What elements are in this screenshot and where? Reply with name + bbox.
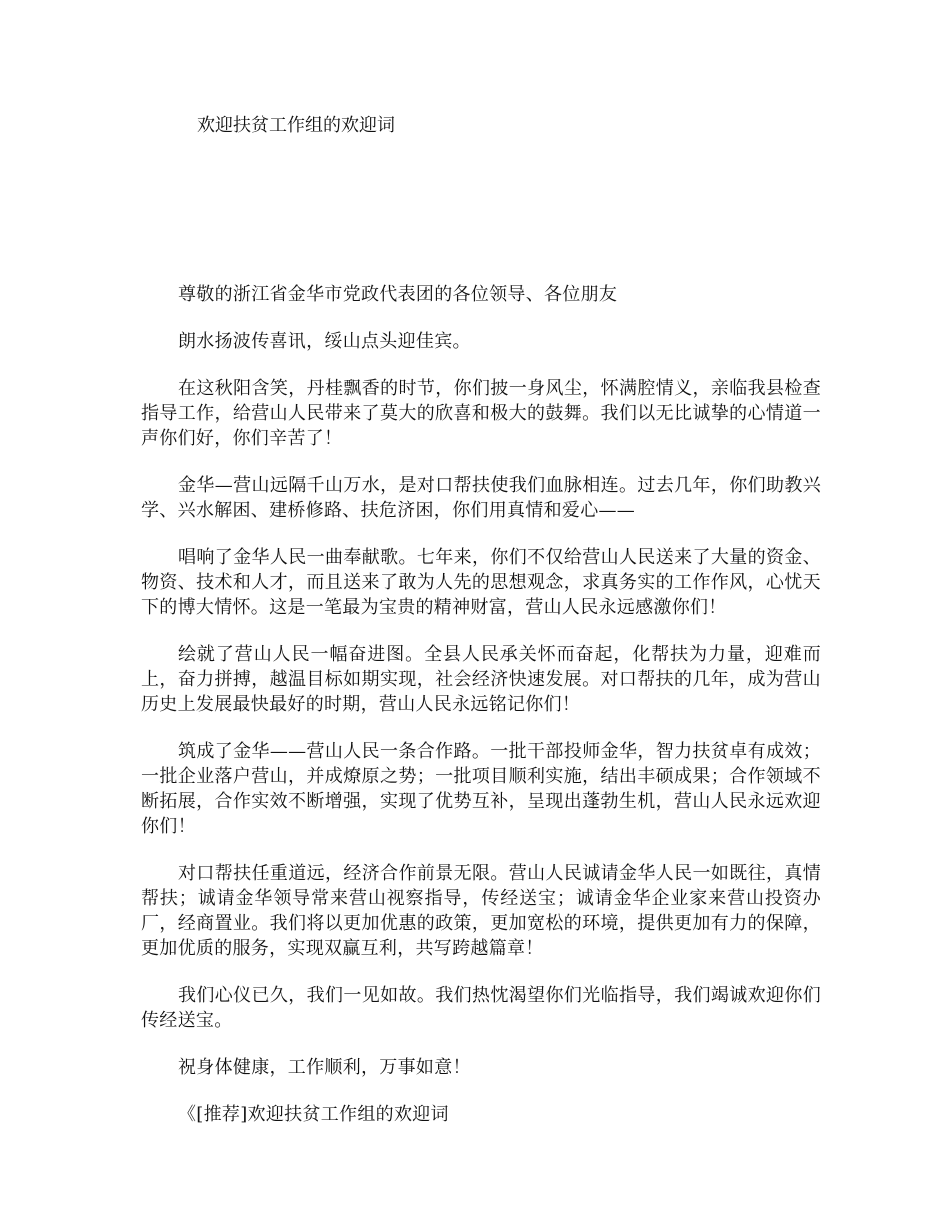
body-paragraph: 对口帮扶任重道远，经济合作前景无限。营山人民诚请金华人民一如既往，真情帮扶；诚请金华领导常来营山视察指导，传经送宝；诚请金华企业家来营山投资办厂，经商置业。我们将以更加优惠的政策，更加宽松的环境，提供更加有力的保障，更加优质的服务，实现双赢互利，共写跨越篇章！ (141, 863, 821, 959)
body-paragraph: 在这秋阳含笑，丹桂飘香的时节，你们披一身风尘，怀满腔情义，亲临我县检查指导工作，给营山人民带来了莫大的欣喜和极大的鼓舞。我们以无比诚挚的心情道一声你们好，你们辛苦了！ (141, 378, 821, 449)
body-paragraph: 唱响了金华人民一曲奉献歌。七年来，你们不仅给营山人民送来了大量的资金、物资、技术和人才，而且送来了敢为人先的思想观念，求真务实的工作作风，心忧天下的博大情怀。这是一笔最为宝贵的精神财富，营山人民永远感激你们！ (141, 547, 821, 618)
body-paragraph: 金华—营山远隔千山万水，是对口帮扶使我们血脉相连。过去几年，你们助教兴学、兴水解困、建桥修路、扶危济困，你们用真情和爱心—— (141, 475, 821, 521)
body-paragraph: 绘就了营山人民一幅奋进图。全县人民承关怀而奋起，化帮扶为力量，迎难而上，奋力拼搏，越温目标如期实现，社会经济快速发展。对口帮扶的几年，成为营山历史上发展最快最好的时期，营山人民永远铭记你们！ (141, 644, 821, 715)
salutation-paragraph: 尊敬的浙江省金华市党政代表团的各位领导、各位朋友 (178, 284, 618, 305)
closing-wishes-paragraph: 祝身体健康，工作顺利，万事如意！ (178, 1057, 471, 1078)
body-paragraph: 筑成了金华——营山人民一条合作路。一批干部投师金华，智力扶贫卓有成效；一批企业落户营山，并成燎原之势；一批项目顺利实施，结出丰硕成果；合作领域不断拓展，合作实效不断增强，实现了优势互补，呈现出蓬勃生机，营山人民永远欢迎你们！ (141, 741, 821, 837)
footer-reference-paragraph: 《[推荐]欢迎扶贫工作组的欢迎词 (178, 1104, 449, 1125)
document-body (141, 282, 821, 1149)
body-paragraph: 我们心仪已久，我们一见如故。我们热忱渴望你们光临指导，我们竭诚欢迎你们传经送宝。 (141, 985, 821, 1031)
opening-couplet-paragraph: 朗水扬波传喜讯，绥山点头迎佳宾。 (178, 331, 471, 352)
document-title: 欢迎扶贫工作组的欢迎词 (197, 115, 395, 136)
